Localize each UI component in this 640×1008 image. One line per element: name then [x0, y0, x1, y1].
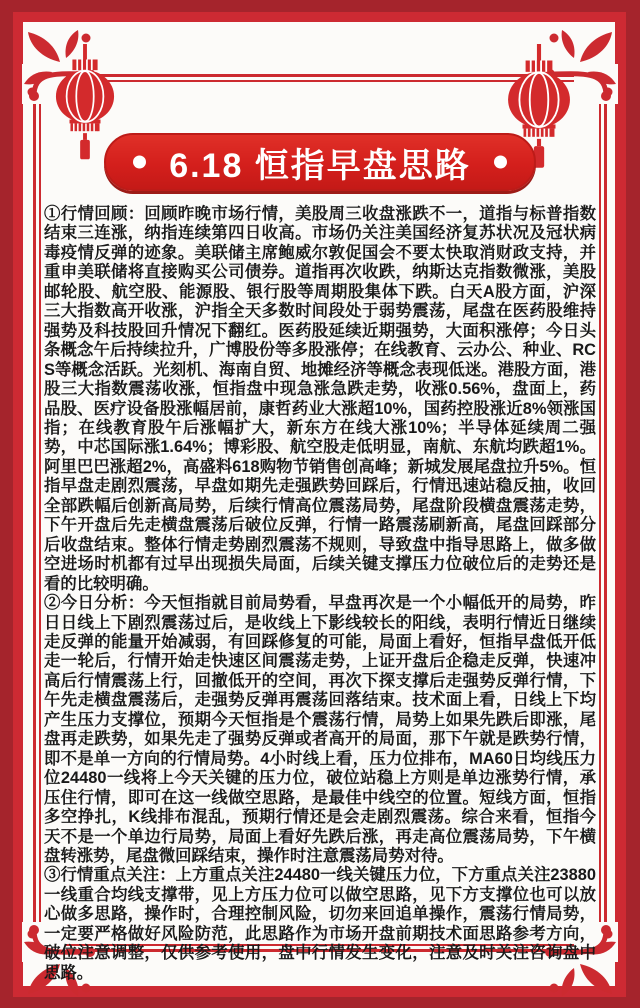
banner-dot-right	[494, 156, 507, 169]
paragraph-key-levels: ③行情重点关注：上方重点关注24480一线关键压力位，下方重点关注23880一线重合均线支撑带，见上方压力位可以做空思路，见下方支撑位也可以放心做多思路，操作时，合理控制风险，切勿来回追单操作，震荡行情局势，一定要严格做好风险防范，此思路作为市场开盘前期技术面思路参考方向，破位注意调整，仅供参考使用，盘中行情发生变化，注意及时关注咨询盘中思路。	[44, 866, 596, 982]
banner-dot-left	[133, 156, 146, 169]
article-body	[44, 205, 596, 983]
paragraph-today-analysis: ②今日分析：今天恒指就目前局势看，早盘再次是一个小幅低开的局势，昨日日线上下剧烈震荡过后，是收线上下影线较长的阳线，表明行情近日继续走反弹的能量开始减弱，有回踩修复的可能，局面上看好，恒指早盘低开低走一轮后，行情开始走快速区间震荡走势，上证开盘后企稳走反弹，快速冲高后行情震荡上行，回撤低开的空间，再次下探支撑后走强势反弹行情，下午先走横盘震荡后，走强势反弹再震荡回落结束。技术面上看，日线上下均产生压力支撑位，预期今天恒指是个震荡行情，局势上如果先跌后即涨，尾盘再走跌势，如果先走了强势反弹或者高开的局面，那下午就是跌势行情，即不是单一方向的行情局势。4小时线上看，压力位排布，MA60日均线压力位24480一线将上今天关键的压力位，破位站稳上方则是单边涨势行情，承压住行情，即可在这一线做空思路，是最佳中线空的位置。短线方面，恒指多空挣扎，K线排布混乱，预期行情还是会走剧烈震荡。综合来看，恒指今天不是一个单边行局势，局面上看好先跌后涨，再走高位震荡局势，下午横盘转涨势，尾盘微回踩结束，操作时注意震荡局势对待。	[44, 594, 596, 865]
title-banner	[104, 133, 536, 191]
poster-title: 6.18 恒指早盘思路	[169, 146, 471, 185]
lantern-icon	[54, 44, 116, 160]
paragraph-market-review: ①行情回顾：回顾昨晚市场行情，美股周三收盘涨跌不一，道指与标普指数结束三连涨，纳指连续第四日收高。市场仍关注美国经济复苏状况及冠状病毒疫情反弹的迹象。美联储主席鲍威尔敦促国会不要太快取消财政支持，并重申美联储将直接购买公司债券。道指再次收跌，纳斯达克指数微涨，美股邮轮股、航空股、能源股、银行股等周期股集体下跌。白天A股方面，沪深三大指数高开收涨，沪指全天多数时间段处于弱势震荡，尾盘在医药股维持强势及科技股回升情况下翻红。医药股延续近期强势，大面积涨停；今日头条概念午后持续拉升，广博股份等多股涨停；在线教育、云办公、种业、RCS等概念活跃。光刻机、海南自贸、地摊经济等概念表现低迷。港股方面，港股三大指数震荡收涨，恒指盘中现急涨急跌走势，收涨0.56%，盘面上，药品股、医疗设备股涨幅居前，康哲药业大涨超10%，国药控股涨近8%领涨国指；在线教育股午后涨幅扩大，新东方在线大涨10%；半导体延续周二强势，中芯国际涨1.64%；博彩股、航空股走低明显，南航、东航均跌超1%。阿里巴巴涨超2%，高盛料618购物节销售创高峰；新城发展尾盘拉升5%。恒指早盘走剧烈震荡，早盘如期先走强跌势回踩后，行情迅速站稳反抽，收回全部跌幅后创新高局势，后续行情高位震荡局势，尾盘阶段横盘震荡走势，下午开盘后先走横盘震荡后破位反弹，行情一路震荡刷新高，尾盘回踩部分后收盘结束。整体行情走势剧烈震荡不规则，导致盘中指导思路上，做多做空进场时机都有过早出现损失局面，后续关键支撑压力位破位后的走势还是看的比较明确。	[44, 205, 596, 593]
